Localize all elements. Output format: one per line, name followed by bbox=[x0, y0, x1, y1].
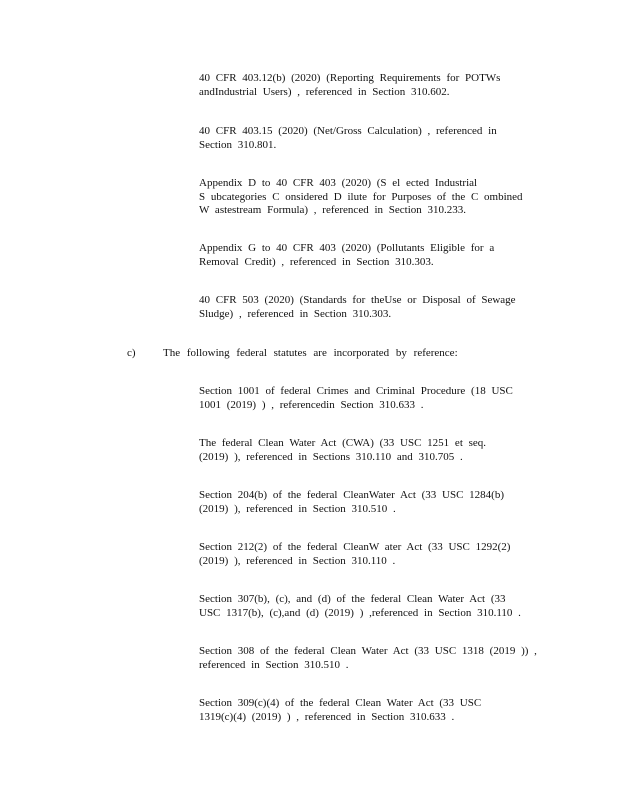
text-line: Section 307(b), (c), and (d) of the federal Clean Water Act (33 bbox=[199, 593, 506, 605]
text-line: 1319(c)(4) (2019) ) , referenced in Section 310.633 . bbox=[199, 710, 455, 723]
text-line: 1001 (2019) ) , referencedin Section 310.633 . bbox=[199, 398, 424, 411]
text-line: Section 204(b) of the federal CleanWater Act (33 USC 1284(b) bbox=[199, 489, 505, 501]
text-line: referenced in Section 310.510 . bbox=[199, 658, 349, 671]
text-line: S ubcategories C onsidered D ilute for Purposes of the C ombined bbox=[199, 190, 523, 203]
text-line: 40 CFR 403.12(b) (2020) (Reporting Requirements for POTWs bbox=[199, 72, 501, 84]
text-line: Section 1001 of federal Crimes and Criminal Procedure (18 USC bbox=[199, 385, 513, 397]
text-line: 40 CFR 403.15 (2020) (Net/Gross Calculation) , referenced in bbox=[199, 125, 497, 137]
text-line: Section 309(c)(4) of the federal Clean Water Act (33 USC bbox=[199, 697, 482, 709]
statute-reference-5 bbox=[199, 593, 519, 620]
statute-reference-4 bbox=[199, 541, 519, 568]
text-line: (2019) ), referenced in Section 310.110 . bbox=[199, 554, 396, 567]
subsection-intro: The following federal statutes are incorporated by reference: bbox=[163, 347, 458, 359]
text-line: (2019) ), referenced in Section 310.510 . bbox=[199, 502, 396, 515]
text-line: The federal Clean Water Act (CWA) (33 USC 1251 et seq. bbox=[199, 437, 487, 449]
text-line: Sludge) , referenced in Section 310.303. bbox=[199, 307, 392, 320]
text-line: W astestream Formula) , referenced in Section 310.233. bbox=[199, 204, 466, 216]
text-line: (2019) ), referenced in Sections 310.110 and 310.705 . bbox=[199, 450, 463, 463]
text-line: USC 1317(b), (c),and (d) (2019) ) ,referenced in Section 310.110 . bbox=[199, 606, 521, 619]
statute-reference-2 bbox=[199, 437, 519, 464]
statute-reference-6 bbox=[199, 645, 537, 672]
cfr-reference-1 bbox=[199, 72, 519, 99]
text-line: Appendix G to 40 CFR 403 (2020) (Pollutants Eligible for a bbox=[199, 242, 495, 254]
statute-reference-1 bbox=[199, 385, 519, 412]
text-line: andIndustrial Users) , referenced in Section 310.602. bbox=[199, 85, 450, 98]
text-line: Section 308 of the federal Clean Water Act (33 USC 1318 (2019 )) , bbox=[199, 645, 537, 657]
statute-reference-7 bbox=[199, 697, 519, 724]
cfr-reference-5 bbox=[199, 294, 519, 321]
statute-reference-3 bbox=[199, 489, 519, 516]
text-line: Section 310.801. bbox=[199, 138, 277, 151]
text-line: 40 CFR 503 (2020) (Standards for theUse or Disposal of Sewage bbox=[199, 294, 516, 306]
cfr-reference-3 bbox=[199, 177, 523, 218]
subsection-marker: c) bbox=[127, 347, 136, 359]
text-line: Removal Credit) , referenced in Section 310.303. bbox=[199, 255, 434, 268]
text-line: Appendix D to 40 CFR 403 (2020) (S el ected Industrial bbox=[199, 177, 478, 189]
cfr-reference-4 bbox=[199, 242, 519, 269]
cfr-reference-2 bbox=[199, 125, 519, 152]
text-line: Section 212(2) of the federal CleanW ater Act (33 USC 1292(2) bbox=[199, 541, 511, 553]
